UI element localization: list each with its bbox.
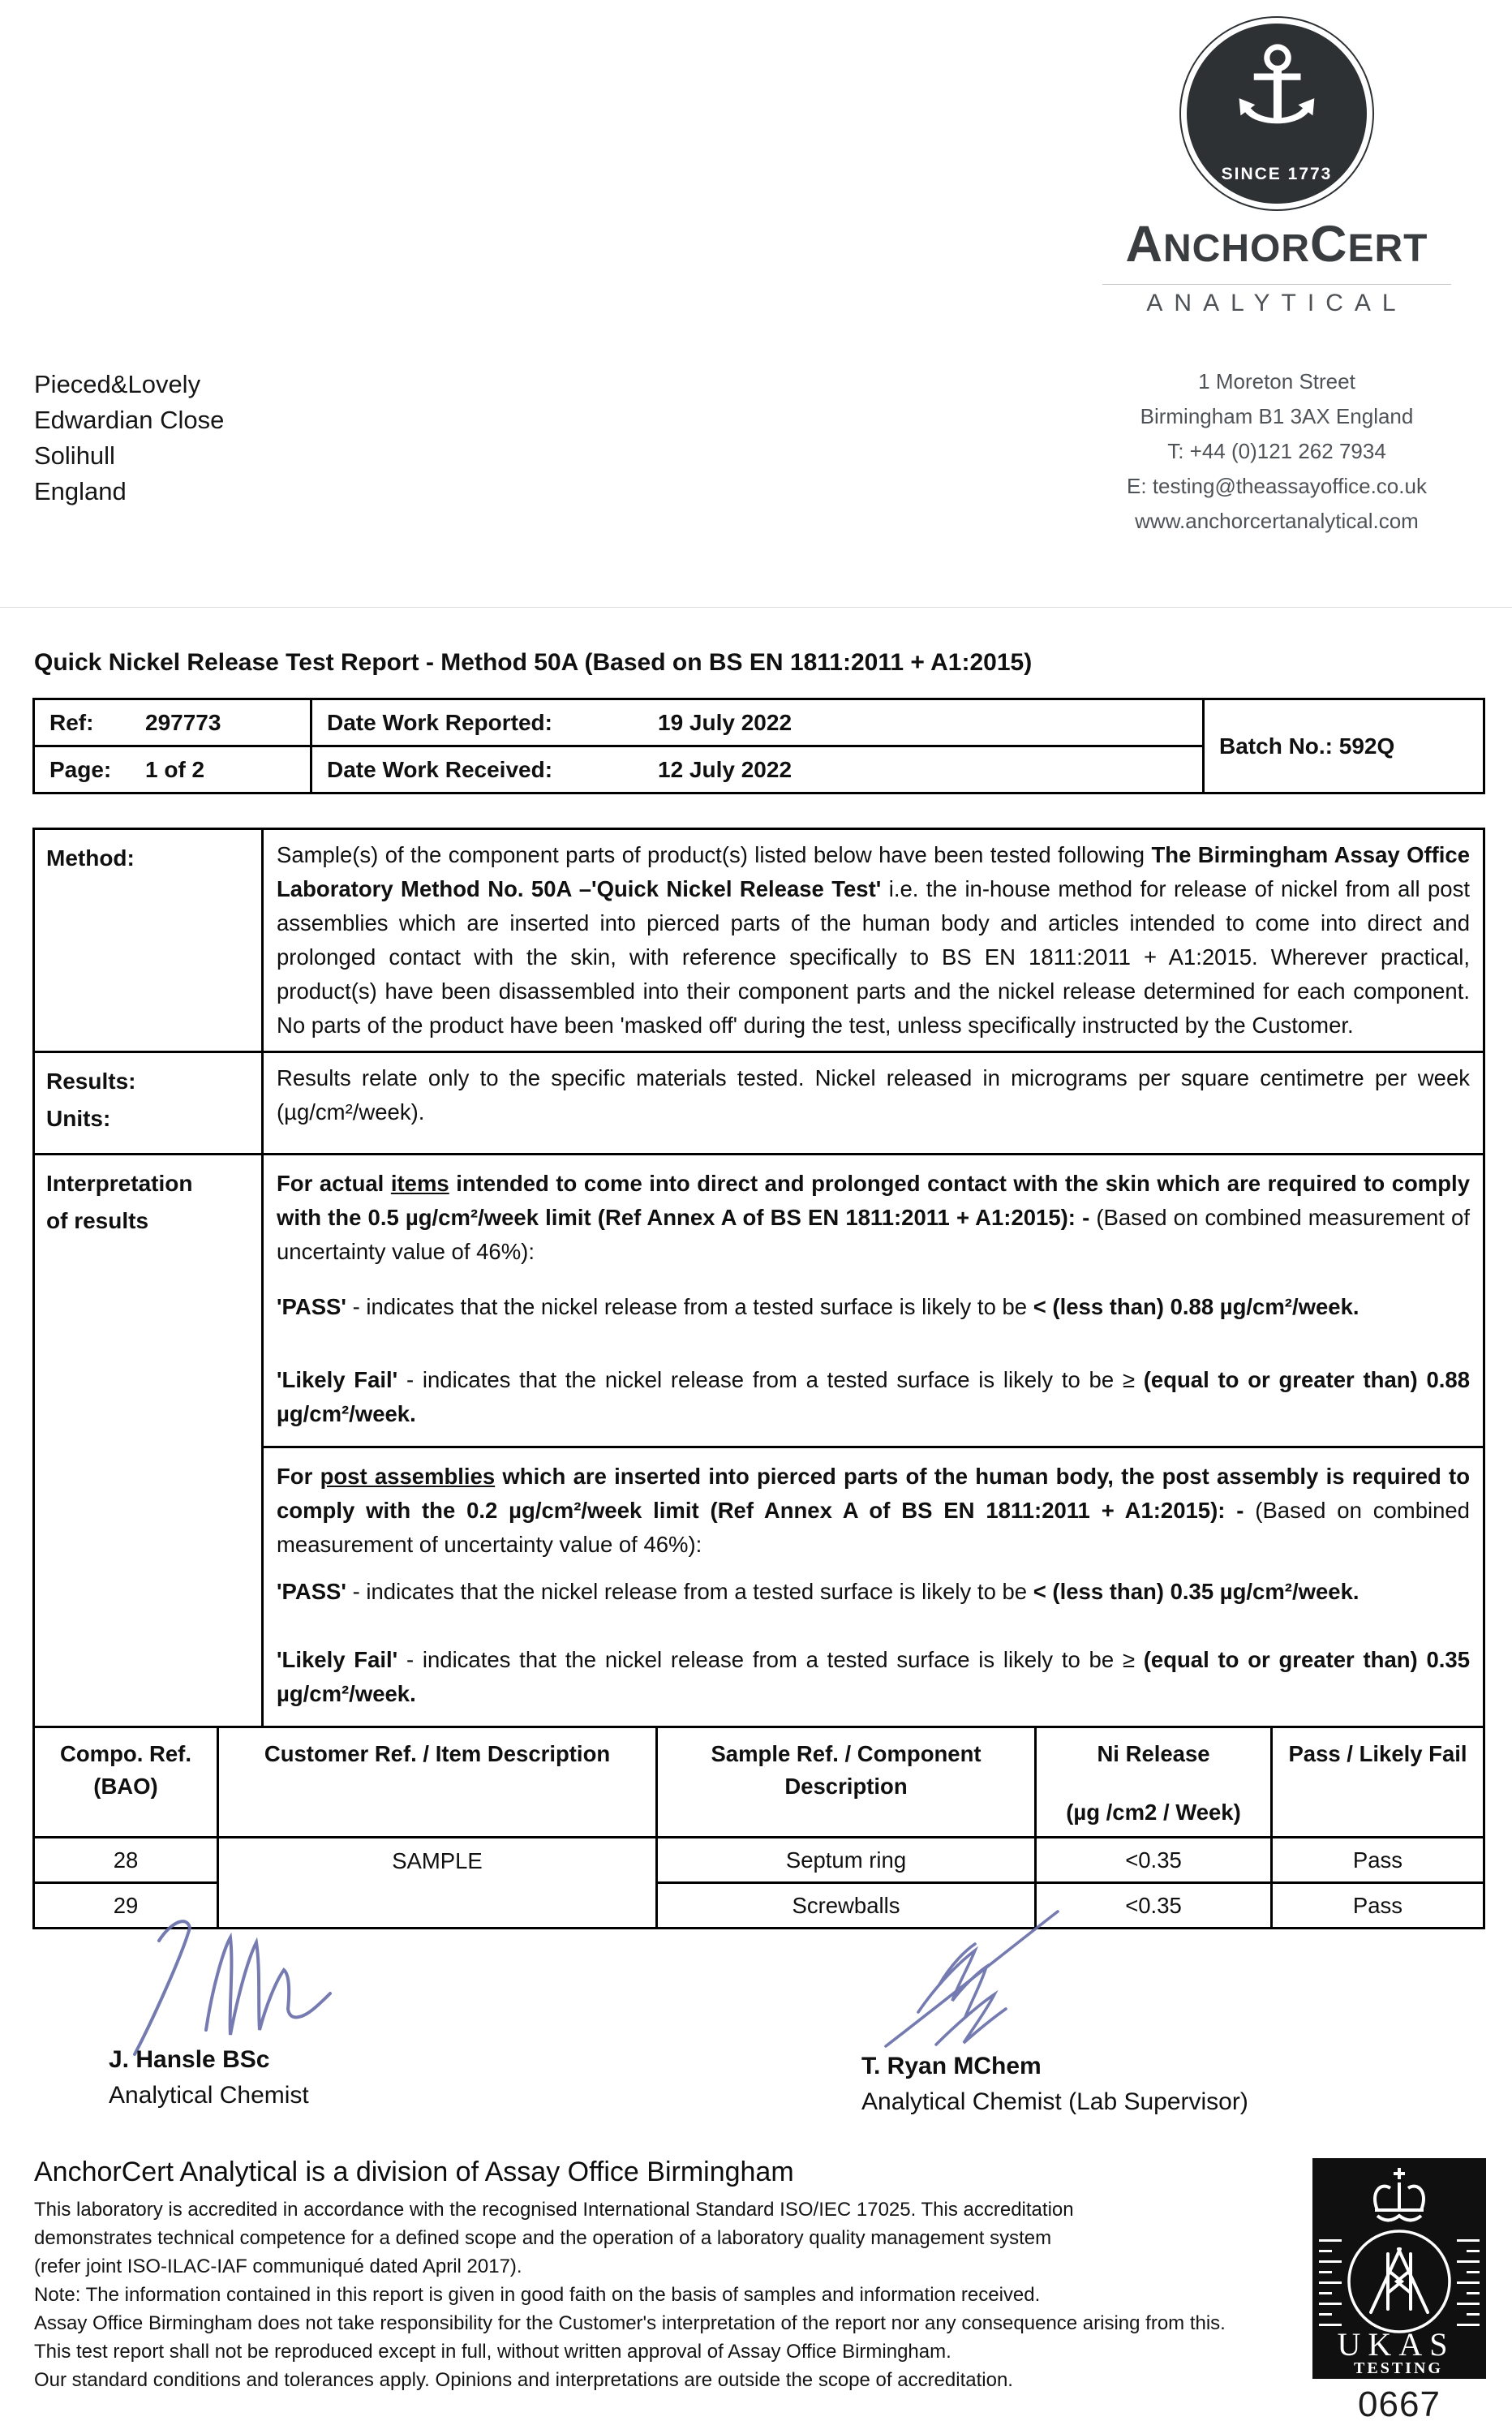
- table-header-row: [34, 1727, 1484, 1838]
- header-compo-line1: Compo. Ref.: [60, 1741, 191, 1766]
- header-compo-line2: (BAO): [93, 1774, 158, 1799]
- ukas-accreditation-mark: [1312, 2158, 1486, 2425]
- lab-email: E: testing@theassayoffice.co.uk: [1127, 474, 1427, 498]
- interpretation-block-items: [263, 1155, 1484, 1447]
- signer-title-left: Analytical Chemist: [109, 2082, 309, 2109]
- interpretation-label-line2: of results: [46, 1208, 149, 1233]
- method-text: Sample(s) of the component parts of product(s) listed below have been tested following The Birmingham Assay Office Laboratory Method No. 50A –'Quick Nickel Release Test' i.e. the in-house method for release of nickel from all post assemblies which are inserted into pierced parts of the human body and articles intended to come into direct and prolonged contact with the skin, with reference specifically to BS EN 1811:2011 + A1:2015. Wherever practical, product(s) have been disassembled into their component parts and the nickel release determined for each component. No parts of the product have been 'masked off' during the test, unless specifically instructed by the Customer.: [263, 829, 1484, 1052]
- row2-ni-release: <0.35: [1036, 1883, 1272, 1929]
- interpretation-label: [34, 1155, 263, 1727]
- signature-handwriting-right: [861, 1882, 1121, 2069]
- ref-value: 297773: [145, 709, 221, 735]
- date-received-label: Date Work Received:: [327, 756, 553, 782]
- page-cell: [34, 746, 311, 793]
- ukas-type-text: TESTING: [1354, 2359, 1443, 2377]
- table-row: [34, 699, 1484, 746]
- logo-since-text: SINCE 1773: [1221, 165, 1333, 183]
- signer-title-right: Analytical Chemist (Lab Supervisor): [861, 2088, 1248, 2115]
- date-reported-label: Date Work Reported:: [327, 709, 552, 735]
- row1-customer-ref: SAMPLE: [218, 1838, 657, 1929]
- row1-component: Septum ring: [657, 1838, 1036, 1883]
- row1-result: Pass: [1272, 1838, 1484, 1883]
- interpretation-items-intro: For actual items intended to come into direct and prolonged contact with the skin which are required to comply with the 0.5 µg/cm²/week limit (Ref Annex A of BS EN 1811:2011 + A1:2015): - (Based on combined measurement of uncertainty value of 46%):: [277, 1171, 1470, 1264]
- page-value: 1 of 2: [145, 756, 205, 782]
- row1-compo-ref: 28: [34, 1838, 218, 1883]
- date-reported-value: 19 July 2022: [658, 709, 793, 735]
- interpretation-items-pass: 'PASS' - indicates that the nickel release from a tested surface is likely to be < (less than) 0.88 µg/cm²/week.: [277, 1294, 1360, 1319]
- table-row: [34, 1838, 1484, 1883]
- lab-website: www.anchorcertanalytical.com: [1135, 509, 1419, 533]
- date-received-cell: [311, 746, 1204, 793]
- interpretation-posts-intro: For post assemblies which are inserted into pierced parts of the human body, the post assembly is required to comply with the 0.2 µg/cm²/week limit (Ref Annex A of BS EN 1811:2011 + A1:2015): - (Based on combined measurement of uncertainty value of 46%):: [277, 1464, 1471, 1557]
- brand-subtitle: ANALYTICAL: [1146, 290, 1407, 316]
- ref-label: Ref:: [49, 709, 94, 735]
- header-compo-ref: [34, 1727, 218, 1838]
- header-ni-release: [1036, 1727, 1272, 1838]
- header-customer-ref: Customer Ref. / Item Description: [218, 1727, 657, 1838]
- row2-result: Pass: [1272, 1883, 1484, 1929]
- ukas-name-text: UKAS: [1337, 2326, 1455, 2363]
- signer-name-left: J. Hansle BSc: [109, 2046, 270, 2073]
- footer-line: (refer joint ISO-ILAC-IAF communiqué dated April 2017).: [34, 2256, 522, 2277]
- anchorcert-brand: [1098, 18, 1455, 539]
- footer-disclaimer: [34, 2195, 1226, 2394]
- lab-contact-block: [1127, 364, 1427, 539]
- lab-phone: T: +44 (0)121 262 7934: [1167, 439, 1386, 463]
- page-label: Page:: [49, 756, 112, 782]
- header-ni-units: (µg /cm2 / Week): [1066, 1800, 1241, 1825]
- table-row: [34, 1052, 1484, 1155]
- header-divider: [0, 607, 1512, 608]
- header-ni-line1: Ni Release: [1097, 1741, 1210, 1766]
- table-row: [34, 829, 1484, 1052]
- batch-cell: Batch No.: 592Q: [1204, 699, 1484, 793]
- footer-line: Our standard conditions and tolerances apply. Opinions and interpretations are outside the scope of accreditation.: [34, 2369, 1013, 2391]
- interpretation-posts-fail: 'Likely Fail' - indicates that the nickel release from a tested surface is likely to be ≥ (equal to or greater than) 0.35 µg/cm²/week.: [277, 1647, 1470, 1706]
- ukas-number: 0667: [1358, 2385, 1441, 2424]
- customer-street: Edwardian Close: [34, 406, 225, 434]
- row2-component: Screwballs: [657, 1883, 1036, 1929]
- wordmark-part2: ERT: [1347, 227, 1428, 270]
- footer-heading: AnchorCert Analytical is a division of Assay Office Birmingham: [34, 2157, 794, 2187]
- customer-name: Pieced&Lovely: [34, 370, 201, 398]
- wordmark-cap2: C: [1310, 216, 1348, 273]
- anchor-logo: [1181, 18, 1372, 209]
- report-title: Quick Nickel Release Test Report - Method 50A (Based on BS EN 1811:2011 + A1:2015): [34, 649, 1033, 676]
- interpretation-block-posts: [263, 1447, 1484, 1727]
- footer-line: Note: The information contained in this report is given in good faith on the basis of samples and information received.: [34, 2284, 1041, 2306]
- footer-line: demonstrates technical competence for a defined scope and the operation of a laboratory quality management system: [34, 2227, 1052, 2249]
- results-units-label: [34, 1052, 263, 1155]
- units-label: Units:: [46, 1106, 111, 1131]
- wordmark-cap1: A: [1125, 216, 1163, 273]
- customer-town: Solihull: [34, 441, 115, 470]
- reference-table: [32, 698, 1485, 794]
- table-row: [34, 1155, 1484, 1447]
- wordmark-part1: NCHOR: [1163, 227, 1310, 270]
- footer-line: Assay Office Birmingham does not take responsibility for the Customer's interpretation of the report nor any consequence arising from this.: [34, 2312, 1226, 2334]
- date-received-value: 12 July 2022: [658, 756, 793, 782]
- method-label: Method:: [34, 829, 263, 1052]
- header-sample-line2: Description: [784, 1774, 908, 1799]
- header-pass-fail: Pass / Likely Fail: [1272, 1727, 1484, 1838]
- customer-country: England: [34, 477, 127, 505]
- footer-line: This laboratory is accredited in accordance with the recognised International Standard ISO/IEC 17025. This accreditation: [34, 2199, 1074, 2221]
- method-results-table: [32, 828, 1485, 1929]
- row1-ni-release: <0.35: [1036, 1838, 1272, 1883]
- header-sample-ref: [657, 1727, 1036, 1838]
- footer-line: This test report shall not be reproduced except in full, without written approval of Assay Office Birmingham.: [34, 2341, 951, 2363]
- ref-cell: [34, 699, 311, 746]
- row2-compo-ref: 29: [34, 1883, 218, 1929]
- date-reported-cell: [311, 699, 1204, 746]
- interpretation-label-line1: Interpretation: [46, 1171, 193, 1196]
- signature-handwriting-left: [105, 1890, 373, 2069]
- results-units-text: Results relate only to the specific materials tested. Nickel released in micrograms per square centimetre per week (µg/cm²/week).: [263, 1052, 1484, 1155]
- brand-divider: [1102, 284, 1451, 285]
- lab-street: 1 Moreton Street: [1198, 369, 1355, 393]
- header-sample-line1: Sample Ref. / Component: [711, 1741, 982, 1766]
- results-label: Results:: [46, 1069, 136, 1094]
- lab-city: Birmingham B1 3AX England: [1140, 404, 1414, 428]
- ukas-logo: [1312, 2158, 1486, 2379]
- interpretation-posts-pass: 'PASS' - indicates that the nickel release from a tested surface is likely to be < (less than) 0.35 µg/cm²/week.: [277, 1579, 1360, 1604]
- signer-name-right: T. Ryan MChem: [861, 2053, 1042, 2079]
- interpretation-items-fail: 'Likely Fail' - indicates that the nickel release from a tested surface is likely to be ≥ (equal to or greater than) 0.88 µg/cm²/week.: [277, 1367, 1470, 1426]
- customer-address-block: [34, 367, 224, 510]
- brand-wordmark: [1125, 216, 1428, 282]
- anchor-icon: ⚓: [1228, 24, 1325, 148]
